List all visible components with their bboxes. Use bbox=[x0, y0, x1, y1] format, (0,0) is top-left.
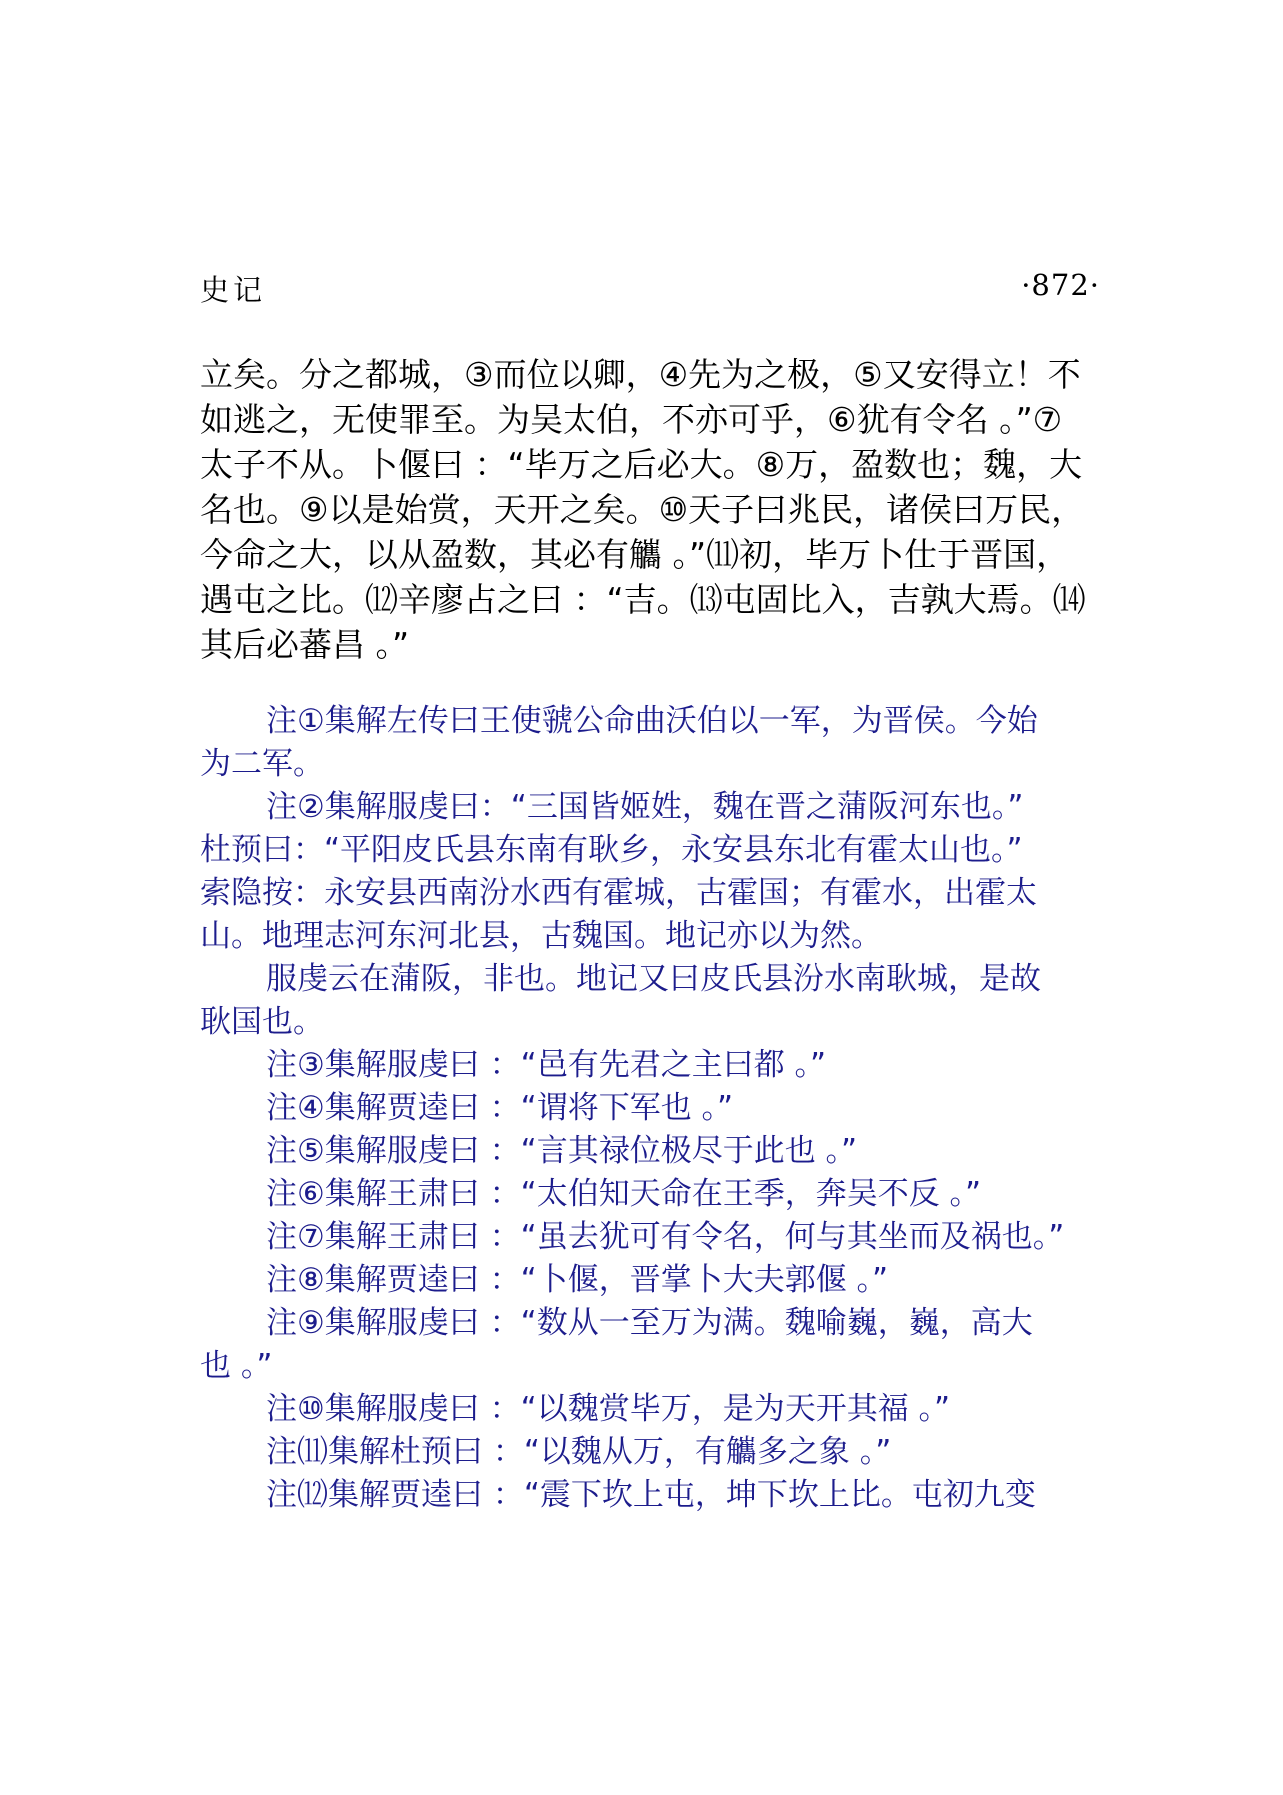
main-text-line: 今命之大，以从盈数，其必有觿 。”⑾初，毕万卜仕于晋国， bbox=[200, 535, 1070, 574]
annotation-notes bbox=[200, 700, 1100, 1517]
main-text-line: 遇屯之比。⑿辛廖占之曰 ：“吉。⒀屯固比入，吉孰大焉。⒁ bbox=[200, 580, 1086, 619]
note-line: 服虔云在蒲阪，非也。地记又曰皮氏县汾水南耿城，是故 bbox=[266, 961, 1041, 997]
note-line: 注⑿集解贾逵曰 ：“震下坎上屯，坤下坎上比。屯初九变 bbox=[266, 1477, 1036, 1513]
note-line: 注①集解左传曰王使虢公命曲沃伯以一军，为晋侯。今始 bbox=[266, 703, 1038, 739]
note-line: 注②集解服虔曰：“三国皆姬姓，魏在晋之蒲阪河东也。” bbox=[266, 789, 1024, 825]
note-line: 注⑥集解王肃曰 ：“太伯知天命在王季，奔吴不反 。” bbox=[266, 1176, 982, 1212]
note-line: 注④集解贾逵曰 ：“谓将下军也 。” bbox=[266, 1090, 734, 1126]
note-line: 索隐按：永安县西南汾水西有霍城，古霍国；有霍水，出霍太 bbox=[200, 875, 1037, 911]
note-line: 山。地理志河东河北县，古魏国。地记亦以为然。 bbox=[200, 918, 882, 954]
main-text-line: 其后必蕃昌 。” bbox=[200, 625, 410, 664]
note-line: 杜预曰：“平阳皮氏县东南有耿乡，永安县东北有霍太山也。” bbox=[200, 832, 1023, 868]
note-line: 注⑧集解贾逵曰 ：“卜偃，晋掌卜大夫郭偃 。” bbox=[266, 1262, 889, 1298]
note-line: 为二军。 bbox=[200, 746, 324, 782]
note-line: 注⑦集解王肃曰 ：“虽去犹可有令名，何与其坐而及祸也。” bbox=[266, 1219, 1065, 1255]
note-line: 耿国也。 bbox=[200, 1004, 324, 1040]
note-line: 注③集解服虔曰 ：“邑有先君之主曰都 。” bbox=[266, 1047, 827, 1083]
main-text-line: 名也。⑨以是始赏，天开之矣。⑩天子曰兆民，诸侯曰万民， bbox=[200, 490, 1085, 529]
note-line: 也 。” bbox=[200, 1348, 273, 1384]
main-text-line: 太子不从。卜偃曰 ：“毕万之后必大。⑧万，盈数也；魏，大 bbox=[200, 445, 1083, 484]
main-text-line: 如逃之，无使罪至。为吴太伯，不亦可乎，⑥犹有令名 。”⑦ bbox=[200, 400, 1063, 439]
book-title: 史记 bbox=[200, 273, 267, 307]
main-text-line: 立矣。分之都城，③而位以卿，④先为之极，⑤又安得立！不 bbox=[200, 355, 1081, 394]
main-text bbox=[200, 352, 1100, 667]
note-line: 注⑤集解服虔曰 ：“言其禄位极尽于此也 。” bbox=[266, 1133, 858, 1169]
note-line: 注⑩集解服虔曰 ：“以魏赏毕万，是为天开其福 。” bbox=[266, 1391, 951, 1427]
page-number: ·872· bbox=[1021, 268, 1100, 302]
note-line: 注⑾集解杜预曰 ：“以魏从万，有觿多之象 。” bbox=[266, 1434, 892, 1470]
note-line: 注⑨集解服虔曰 ：“数从一至万为满。魏喻巍，巍，高大 bbox=[266, 1305, 1033, 1341]
